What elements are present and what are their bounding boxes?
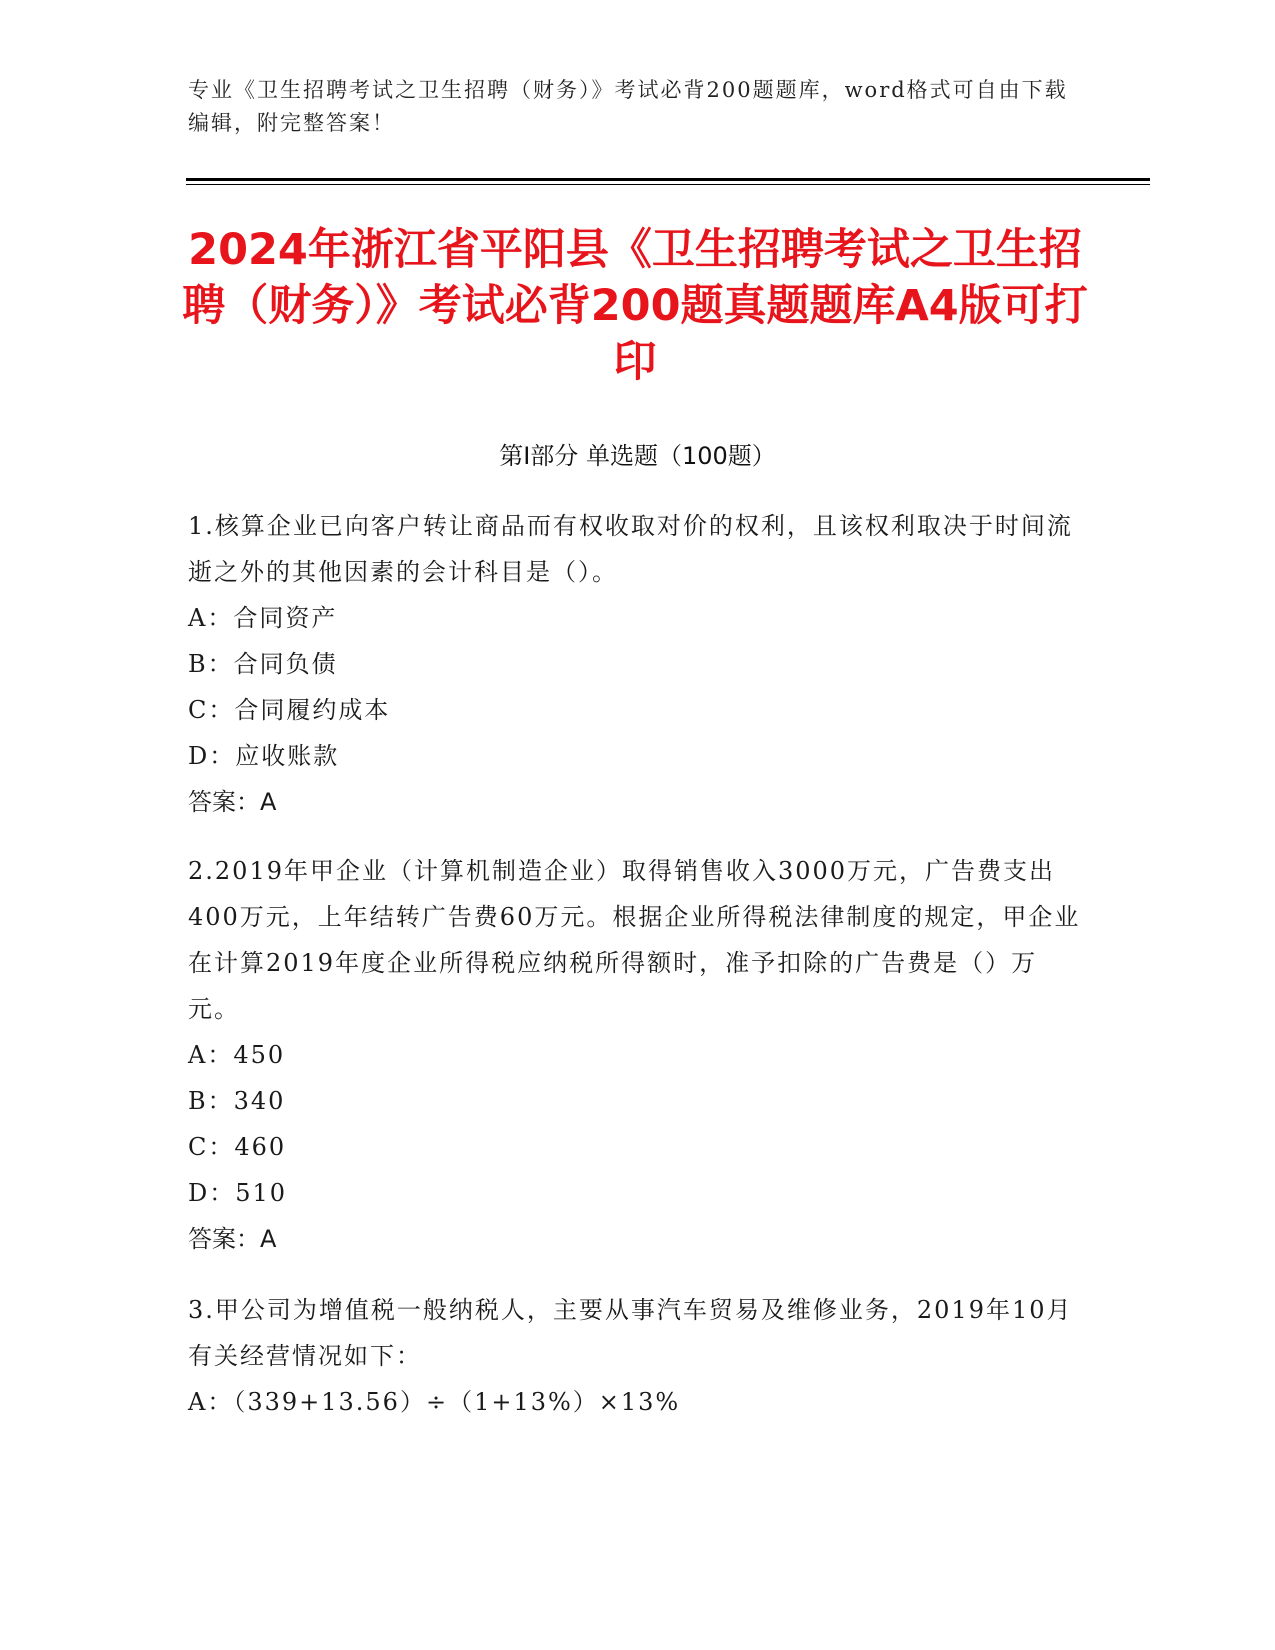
question-stem: 2.2019年甲企业（计算机制造企业）取得销售收入3000万元，广告费支出400万元，上年结转广告费60万元。根据企业所得税法律制度的规定，甲企业在计算2019年度企业所得税应纳税所得额时，准予扣除的广告费是（）万元。 bbox=[188, 857, 1081, 1023]
answer-line: 答案：A bbox=[188, 1225, 277, 1253]
option-d: D：510 bbox=[188, 1179, 288, 1207]
question-stem: 1.核算企业已向客户转让商品而有权收取对价的权利，且该权利取决于时间流逝之外的其他因素的会计科目是（）。 bbox=[188, 512, 1073, 586]
answer-line: 答案：A bbox=[188, 788, 277, 816]
option-a: A：（339+13.56）÷（1+13%）×13% bbox=[188, 1388, 681, 1416]
option-b: B：合同负债 bbox=[188, 650, 338, 678]
question-stem: 3.甲公司为增值税一般纳税人，主要从事汽车贸易及维修业务，2019年10月有关经营情况如下： bbox=[188, 1296, 1073, 1370]
option-b: B：340 bbox=[188, 1087, 286, 1115]
question-2 bbox=[188, 848, 1088, 1262]
option-d: D：应收账款 bbox=[188, 742, 340, 770]
header-divider-thin bbox=[186, 184, 1150, 185]
question-1 bbox=[188, 503, 1088, 825]
page-title: 2024年浙江省平阳县《卫生招聘考试之卫生招聘（财务）》考试必背200题真题题库A4版可打印 bbox=[182, 225, 1088, 387]
header-note: 专业《卫生招聘考试之卫生招聘（财务）》考试必背200题题库，word格式可自由下载编辑，附完整答案！ bbox=[188, 78, 1068, 135]
option-c: C：460 bbox=[188, 1133, 287, 1161]
question-3 bbox=[188, 1287, 1088, 1425]
option-a: A：450 bbox=[188, 1041, 286, 1069]
section-heading: 第I部分 单选题（100题） bbox=[499, 442, 776, 470]
header-divider-thick bbox=[186, 178, 1150, 181]
option-a: A：合同资产 bbox=[188, 604, 338, 632]
option-c: C：合同履约成本 bbox=[188, 696, 391, 724]
